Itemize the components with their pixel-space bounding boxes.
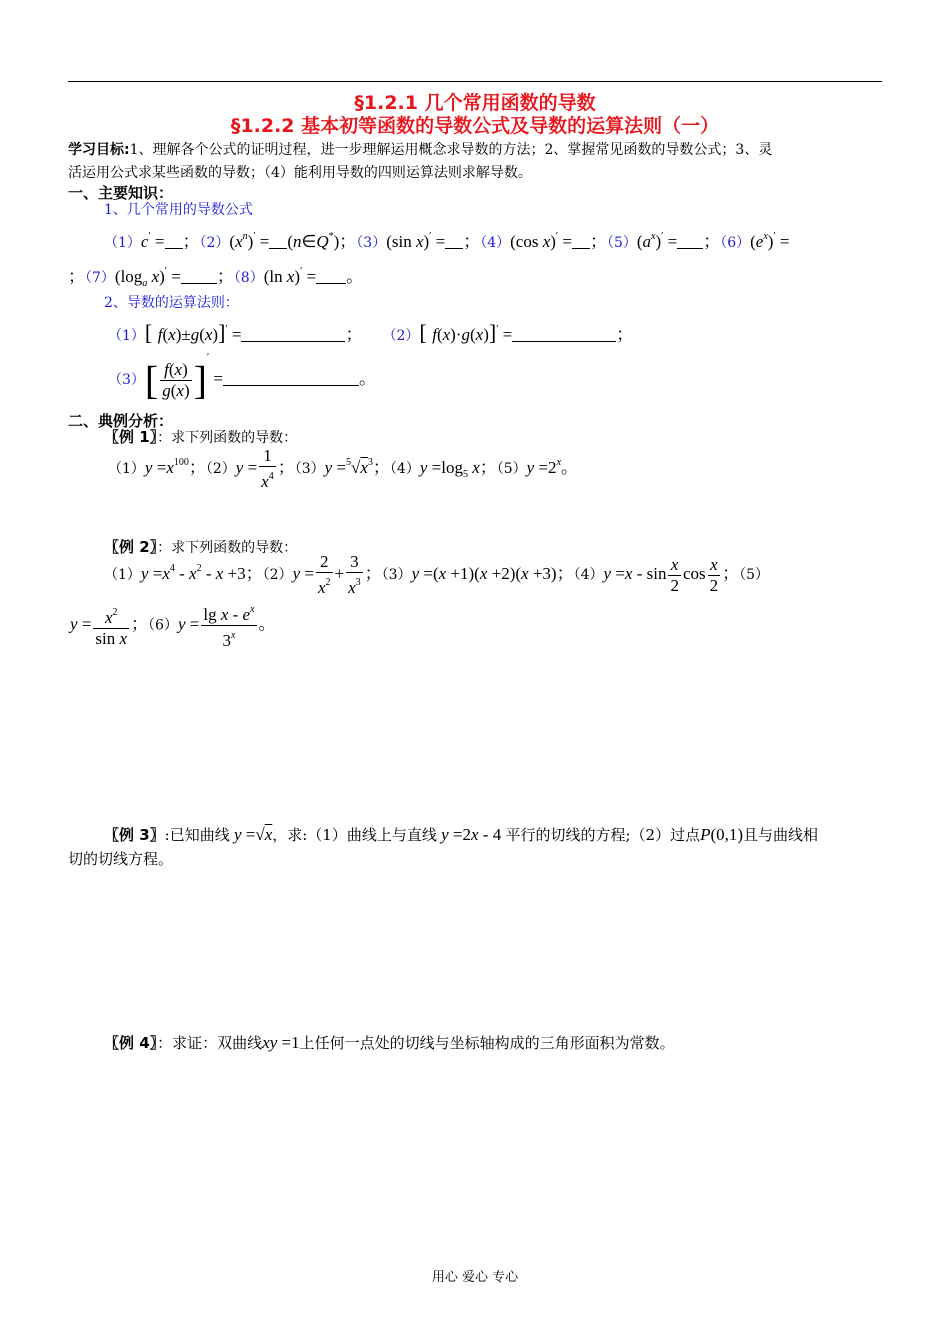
example-3-line-1: 〖例 3〗:已知曲线 y =√x，求:（1）曲线上与直线 y =2x - 4 平行的切线的方程;（2）过点P(0,1)且与曲线相: [104, 825, 819, 844]
answer-blank: [512, 327, 616, 342]
quotient-fraction: $\frac{f(x)}{g(x)}$: [162, 359, 190, 400]
answer-blank: [223, 371, 359, 386]
top-rule: [68, 81, 882, 82]
formula-row-1: （1）c′ = ；$(2)(x^n)'$ = (n∈Q*)；（3）(sin x)′ = ；（4）(cos x)′ = ；$(5)(a^x)'$ = ；$(6)(e^x)'$ =: [104, 231, 790, 251]
operation-rules-heading: 2、导数的运算法则：: [104, 295, 239, 311]
common-derivatives-heading: 1、几个常用的导数公式: [104, 202, 253, 218]
example-1-heading: 〖例 1〗：求下列函数的导数：: [104, 428, 298, 446]
title-line-1: §1.2.1 几个常用函数的导数: [354, 92, 596, 114]
title-line-2: §1.2.2 基本初等函数的导数公式及导数的运算法则（一）: [230, 115, 720, 137]
answer-blank: [445, 234, 463, 249]
example-4: 〖例 4〗：求证：双曲线xy =1上任何一点处的切线与坐标轴构成的三角形面积为常数。: [104, 1033, 675, 1052]
example-2-problems-row-1: $(1)y =x^4 - x^2 - x +3$；（2）y = $\frac{2}{x^2}$ + $\frac{3}{x^3}$ ；（3）y =(x +1)(x +2)(x +3)；（4）y =x - sin $\frac{x}{2}$ cos $\frac{x}{2}$ ；（5）: [104, 552, 770, 597]
example-3-line-2: 切的切线方程。: [68, 850, 174, 868]
rules-row-2: （3）[ $\frac{f(x)}{g(x)}$ ]′ = 。: [108, 352, 376, 403]
example-2-problems-row-2: y = $\frac{x^2}{\text{sin x}}$ ；（6）y = $\frac{\lg x - e^x}{3^x}$ 。: [70, 600, 276, 651]
learning-goals-line-2: 活运用公式求某些函数的导数；（4）能利用导数的四则运算法则求解导数。: [68, 165, 532, 181]
answer-blank: [269, 234, 287, 249]
learning-goals-text-1: 1、理解各个公式的证明过程，进一步理解运用概念求导数的方法；2、掌握常见函数的导数公式；3、灵: [129, 142, 773, 158]
learning-goals-line-1: [68, 139, 772, 159]
section-2-heading: 二、典例分析：: [68, 412, 174, 430]
answer-blank: [241, 327, 345, 342]
rules-row-1: （1）[ f(x)±g(x)]′ = ； （2）[ f(x)·g(x)]′ = ；: [108, 320, 634, 345]
section-1-heading: 一、主要知识：: [68, 184, 174, 202]
formula-row-2: ；$(7)(\log_a$ x)′ = ；（8）(ln x)′ = 。: [68, 266, 364, 289]
answer-blank: [316, 269, 346, 284]
answer-blank: [181, 269, 217, 284]
example-1-problems: $(1)y =x^{100}$；（2）y = $\frac{1}{x^4}$ ；$(3)y =^5√x^3$；$(4)y =\log_5$ x；$(5)y =2^x$。: [108, 446, 579, 491]
answer-blank: [677, 234, 703, 249]
page-footer: 用心 爱心 专心: [431, 1270, 519, 1285]
learning-goals-label: 学习目标:: [68, 142, 130, 158]
example-2-heading: 〖例 2〗：求下列函数的导数：: [104, 538, 298, 556]
answer-blank: [572, 234, 590, 249]
answer-blank: [165, 234, 183, 249]
